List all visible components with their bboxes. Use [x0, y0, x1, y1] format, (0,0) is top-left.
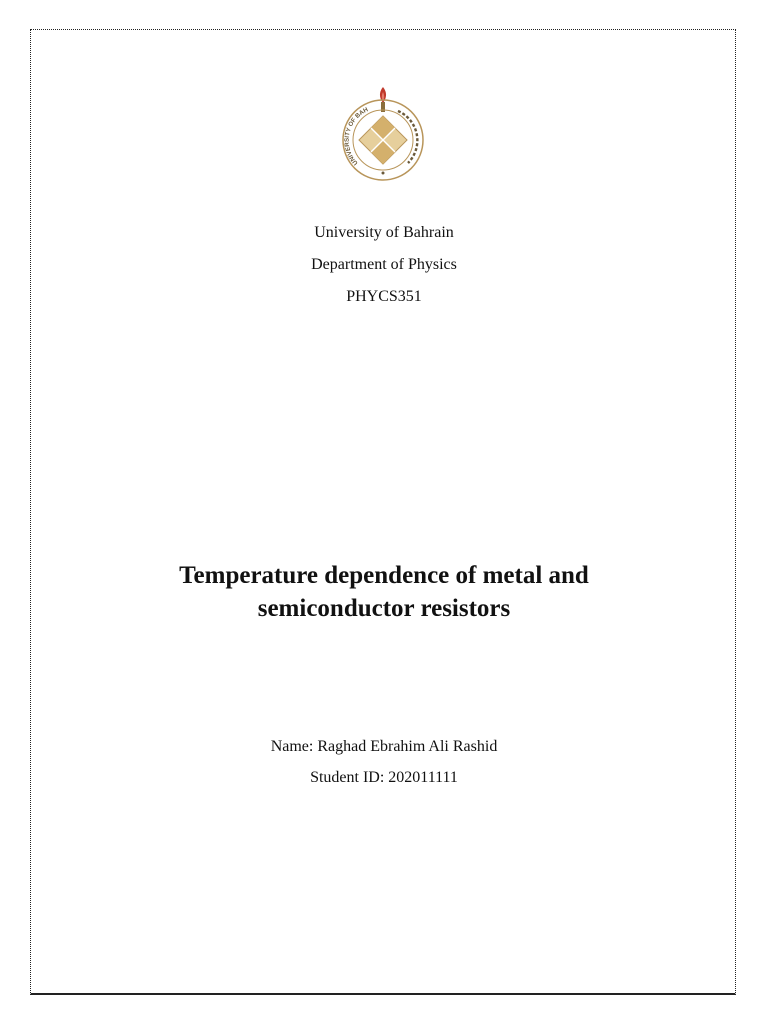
svg-text:UNIVERSITY OF BAHRAIN: UNIVERSITY OF BAH — [343, 106, 370, 167]
student-id: Student ID: 202011111 — [310, 769, 458, 786]
report-title-line-2: semiconductor resistors — [257, 595, 511, 622]
university-name: University of Bahrain — [314, 224, 454, 241]
student-name: Name: Raghad Ebrahim Ali Rashid — [270, 738, 498, 755]
report-title-line-1: Temperature dependence of metal and — [179, 562, 589, 589]
university-seal-icon — [338, 83, 428, 183]
department-name: Department of Physics — [311, 256, 457, 273]
university-logo — [338, 83, 428, 183]
course-code: PHYCS351 — [346, 288, 422, 305]
